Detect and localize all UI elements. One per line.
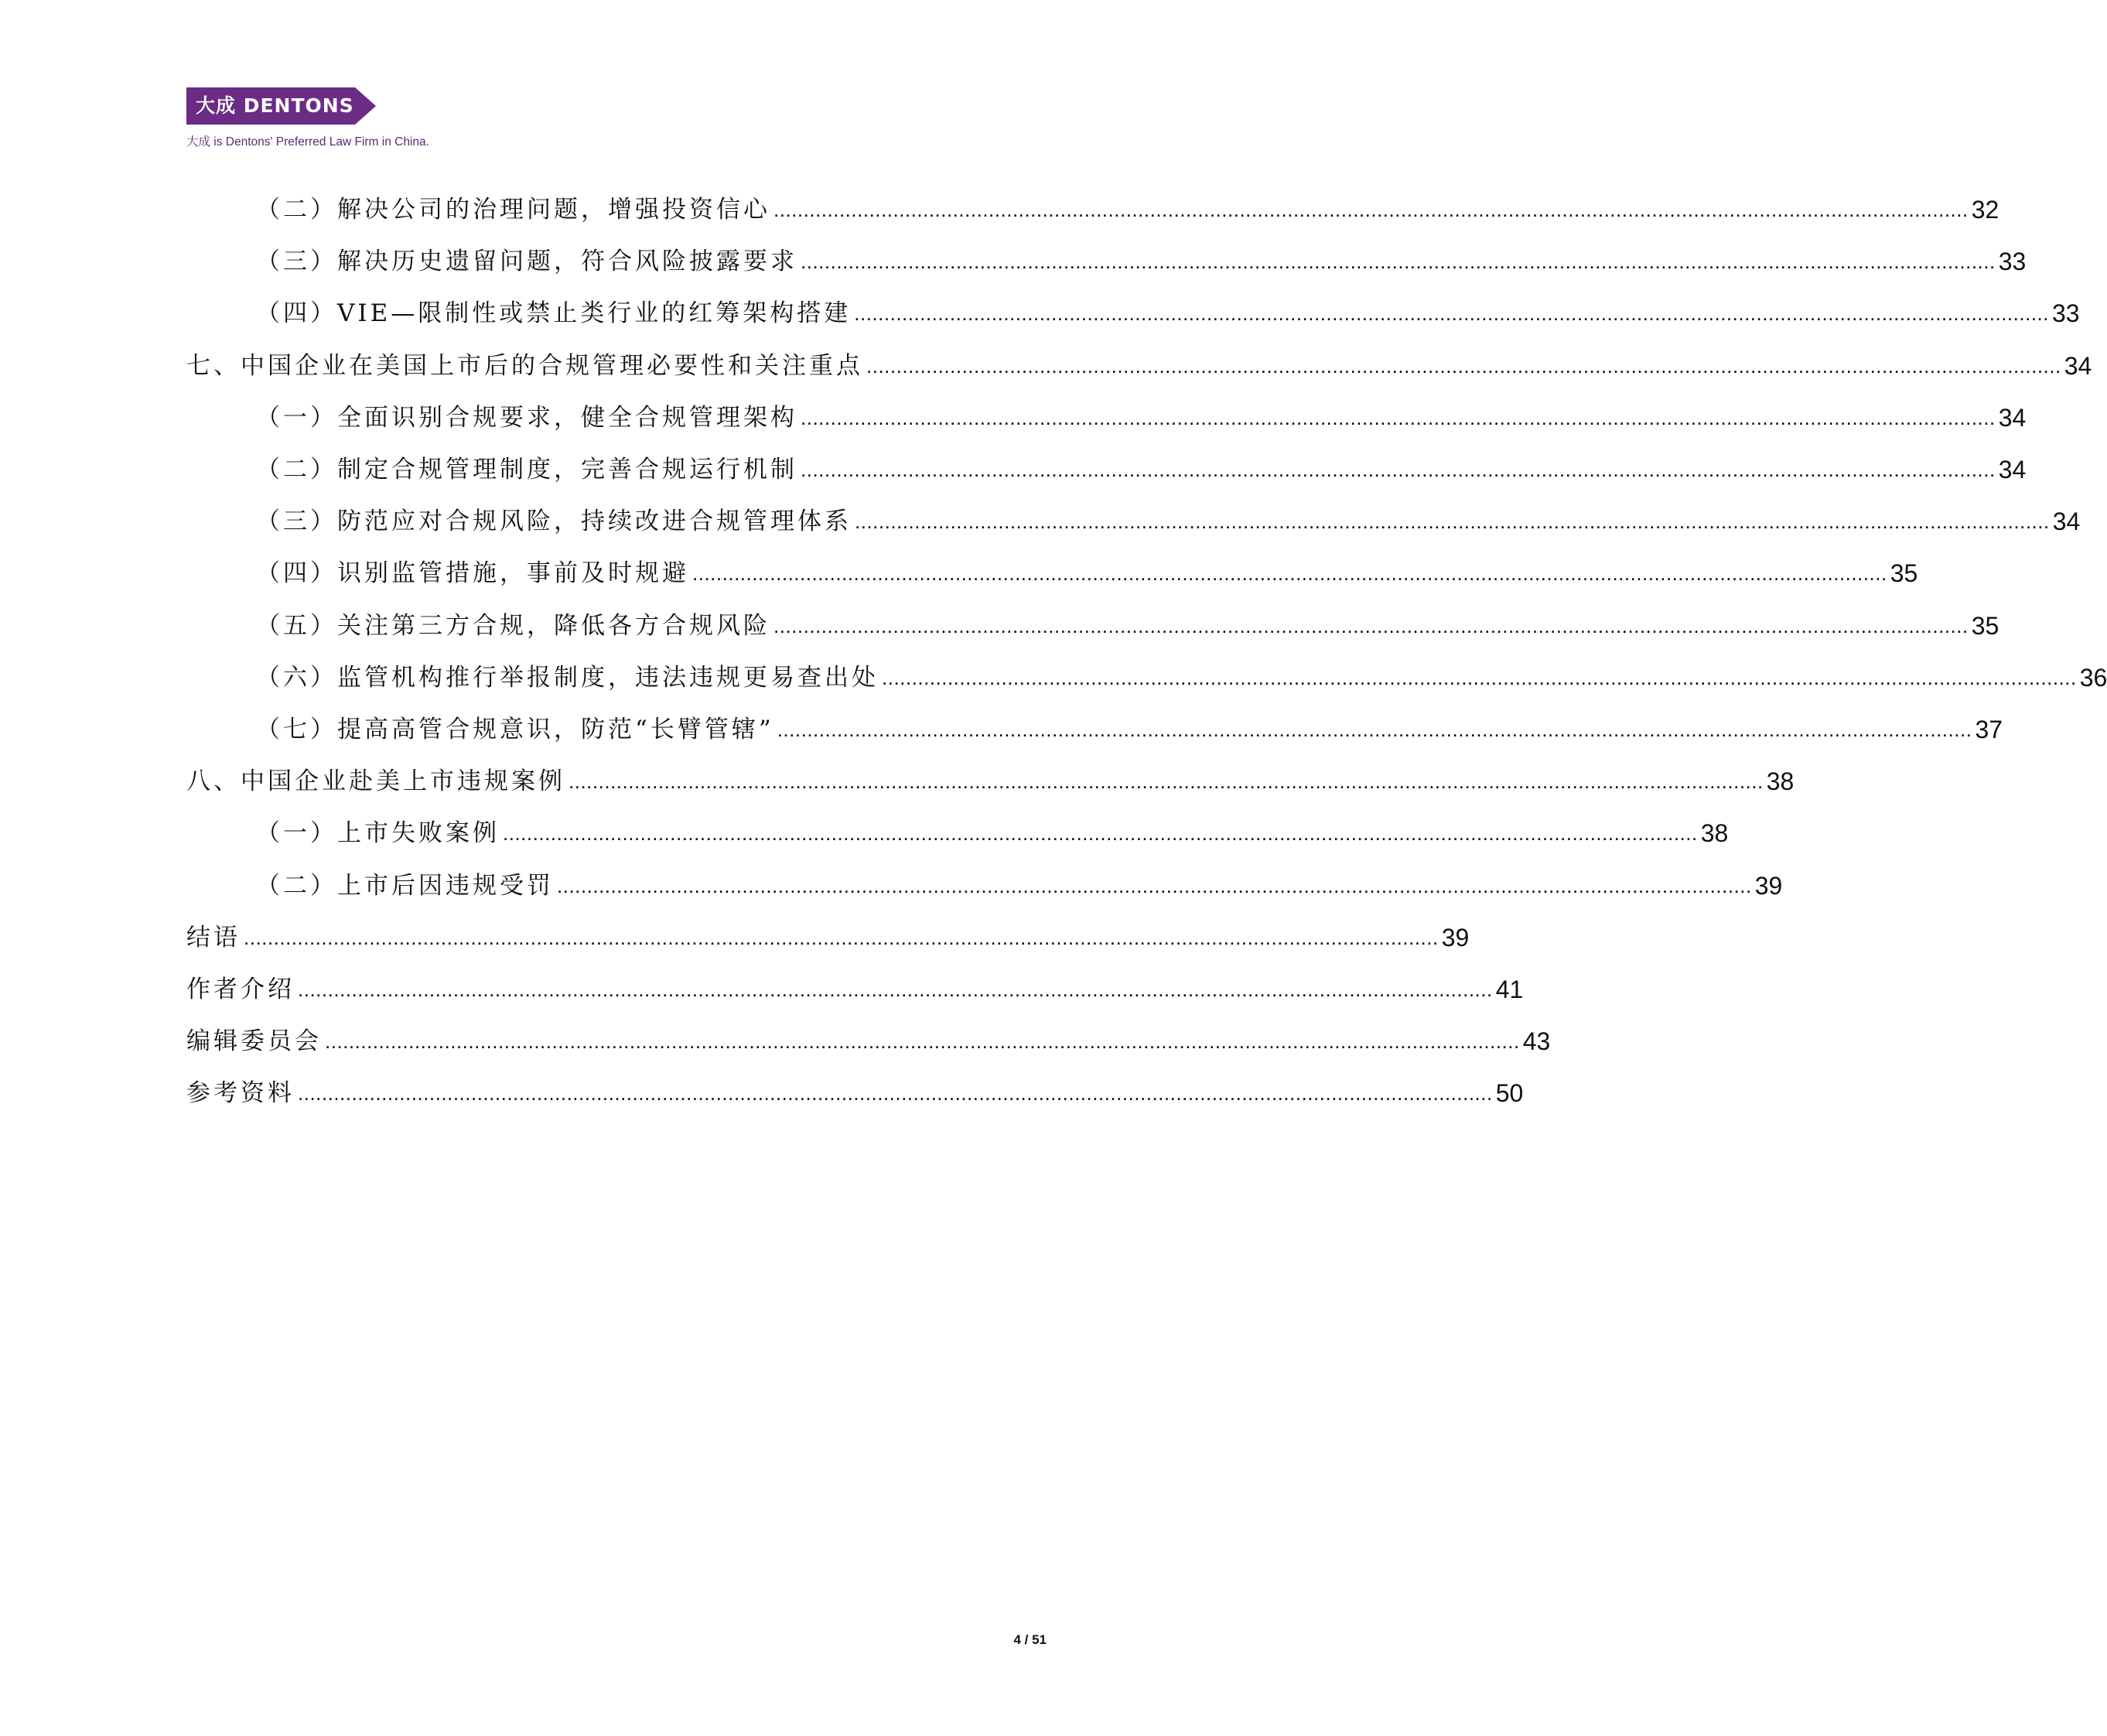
dentons-logo: [186, 87, 376, 125]
toc-leader-dots: ........................................................................................................................................................................................................: [325, 1030, 1520, 1054]
toc-entry-page: 32: [1971, 196, 1999, 224]
toc-entry-title: （一）上市失败案例: [256, 819, 500, 848]
toc-entry[interactable]: [256, 506, 2081, 537]
toc-entry[interactable]: [186, 922, 1470, 953]
toc-entry-title: （五）关注第三方合规，降低各方合规风险: [256, 611, 770, 640]
toc-entry-title: 七、中国企业在美国上市后的合规管理必要性和关注重点: [186, 351, 863, 380]
toc-leader-dots: ........................................................................................................................................................................................................: [692, 562, 1887, 586]
toc-entry-title: （三）解决历史遗留问题，符合风险披露要求: [256, 248, 797, 276]
toc-entry[interactable]: [256, 714, 2003, 745]
toc-entry-page: 33: [1998, 248, 2027, 276]
toc-leader-dots: ........................................................................................................................................................................................................: [801, 250, 1996, 274]
toc-entry[interactable]: [256, 298, 2080, 329]
toc-entry-page: 35: [1890, 559, 1918, 588]
toc-entry-title: 结语: [186, 923, 241, 952]
toc-leader-dots: ........................................................................................................................................................................................................: [855, 510, 2050, 534]
toc-entry-page: 34: [2052, 507, 2081, 536]
toc-entry[interactable]: [256, 662, 2107, 693]
toc-leader-dots: ........................................................................................................................................................................................................: [777, 718, 1972, 741]
toc-leader-dots: ........................................................................................................................................................................................................: [244, 925, 1439, 949]
toc-entry[interactable]: [256, 454, 2027, 485]
toc-entry[interactable]: [186, 974, 1524, 1005]
toc-entry[interactable]: [256, 246, 2027, 277]
page-number: 4 / 51: [1013, 1632, 1047, 1647]
toc-entry-page: 33: [2052, 299, 2080, 328]
logo-text: 大成 DENTONS: [196, 94, 354, 117]
toc-entry-title: （一）全面识别合规要求，健全合规管理架构: [256, 403, 797, 432]
toc-entry[interactable]: [186, 350, 2092, 381]
toc-leader-dots: ........................................................................................................................................................................................................: [801, 458, 1996, 481]
toc-entry-page: 50: [1495, 1079, 1524, 1108]
toc-entry[interactable]: [256, 610, 1999, 641]
toc-entry[interactable]: [256, 558, 1918, 589]
header-tagline: 大成 is Dentons' Preferred Law Firm in China.: [186, 135, 429, 149]
toc-entry-title: （四）VIE—限制性或禁止类行业的红筹架构搭建: [256, 299, 852, 328]
toc-leader-dots: ........................................................................................................................................................................................................: [773, 198, 1969, 221]
toc-entry[interactable]: [186, 1078, 1524, 1109]
toc-leader-dots: ........................................................................................................................................................................................................: [298, 978, 1493, 1001]
toc-entry-page: 37: [1975, 716, 2003, 743]
toc-leader-dots: ........................................................................................................................................................................................................: [773, 613, 1969, 637]
toc-entry-page: 38: [1766, 767, 1795, 796]
toc-entry-title: 编辑委员会: [186, 1027, 322, 1056]
toc-entry-title: （二）制定合规管理制度，完善合规运行机制: [256, 456, 797, 484]
toc-entry[interactable]: [186, 766, 1795, 797]
toc-entry-page: 38: [1700, 819, 1729, 848]
toc-leader-dots: ........................................................................................................................................................................................................: [503, 822, 1698, 846]
toc-entry-title: （六）监管机构推行举报制度，违法违规更易查出处: [256, 663, 879, 692]
toc-entry-page: 36: [2079, 663, 2107, 692]
toc-leader-dots: ........................................................................................................................................................................................................: [569, 770, 1764, 794]
toc-entry-title: （二）上市后因违规受罚: [256, 871, 554, 900]
toc-leader-dots: ........................................................................................................................................................................................................: [882, 665, 2077, 689]
toc-entry[interactable]: [256, 194, 1999, 225]
toc-entry[interactable]: [186, 1026, 1551, 1057]
toc-entry[interactable]: [256, 818, 1729, 849]
toc-entry-title: 作者介绍: [186, 976, 295, 1003]
toc-entry-page: 39: [1441, 923, 1470, 952]
toc-entry[interactable]: [256, 402, 2027, 433]
toc-leader-dots: ........................................................................................................................................................................................................: [866, 354, 2061, 378]
toc-entry-title: （二）解决公司的治理问题，增强投资信心: [256, 196, 770, 224]
toc-leader-dots: ........................................................................................................................................................................................................: [557, 873, 1752, 897]
toc-entry-title: （三）防范应对合规风险，持续改进合规管理体系: [256, 507, 852, 536]
toc-entry-title: （四）识别监管措施，事前及时规避: [256, 559, 689, 588]
toc-entry-page: 34: [2064, 351, 2092, 380]
toc-entry-page: 35: [1971, 611, 1999, 640]
toc-entry-page: 34: [1998, 403, 2027, 432]
toc-entry-title: 八、中国企业赴美上市违规案例: [186, 767, 565, 796]
toc-entry-title: （七）提高高管合规意识，防范“长臂管辖”: [256, 716, 774, 743]
toc-leader-dots: ........................................................................................................................................................................................................: [298, 1082, 1493, 1106]
toc-leader-dots: ........................................................................................................................................................................................................: [801, 405, 1996, 429]
toc-entry[interactable]: [256, 870, 1783, 901]
toc-entry-page: 34: [1998, 456, 2027, 484]
toc-entry-page: 43: [1522, 1027, 1551, 1056]
toc-entry-page: 39: [1754, 871, 1783, 900]
toc-entry-title: 参考资料: [186, 1079, 295, 1108]
toc-entry-page: 41: [1495, 976, 1524, 1003]
toc-leader-dots: ........................................................................................................................................................................................................: [854, 302, 2049, 326]
